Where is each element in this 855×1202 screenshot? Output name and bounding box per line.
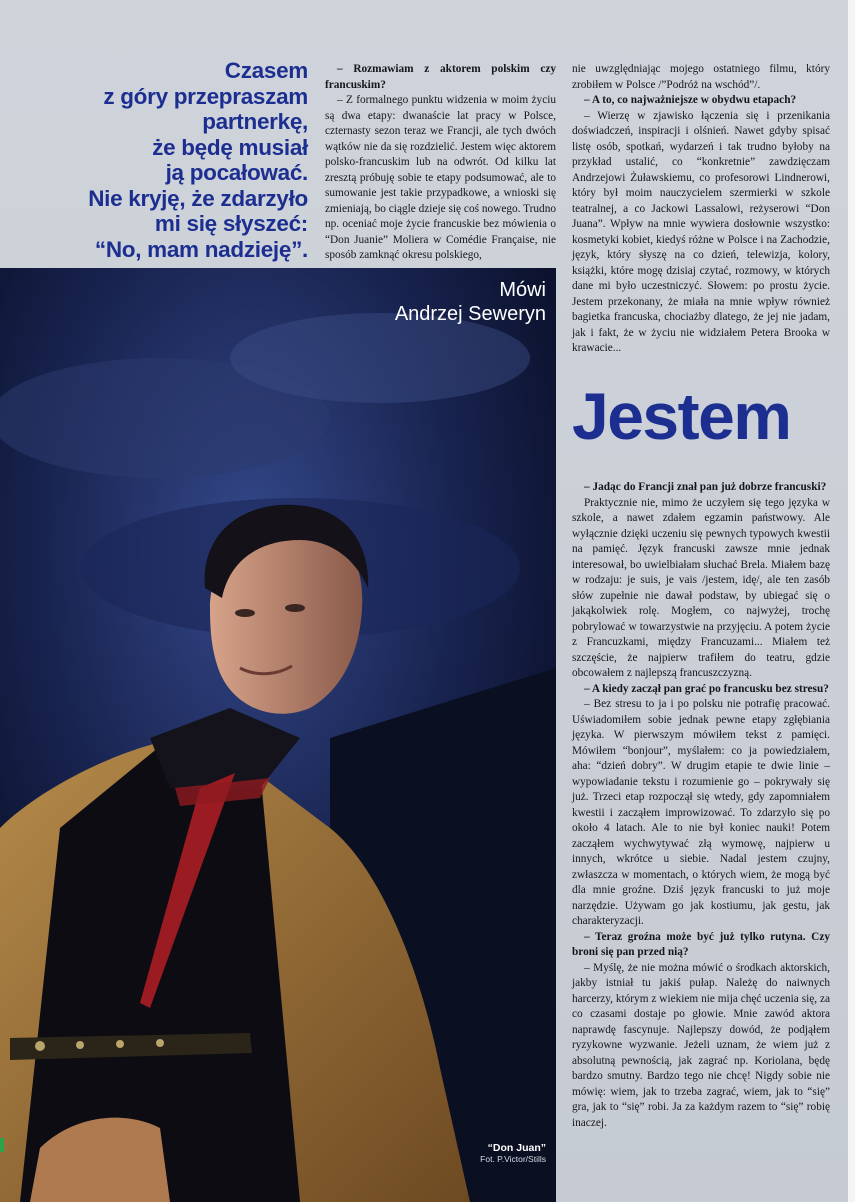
byline	[395, 278, 546, 326]
interview-question: – Jadąc do Francji znał pan już dobrze francuski?	[584, 481, 827, 493]
article-headline: Jestem	[572, 379, 791, 453]
interview-answer: – Bez stresu to ja i po polsku nie potrafię pracować. Uświadomiłem sobie jednak pewne etapy zgłębiania języka. W pierwszym mówiłem tekst z pamięci. Mówiłem “bonjour”, myślałem: co ja powiedziałem, aha: “dzień dobry”. W drugim etapie te dwie linie – wypowiadanie tekstu i rozumienie go – pokrywały się już. Trzeci etap rozpoczął się wtedy, gdy zapomniałem kwestii i zacząłem improwizować. To zdarzyło się po około 4 latach. Ale to nie był koniec nauki! Potem zacząłem wychwytywać złą wymowę, najpierw u innych, wkrótce u siebie. Nadal jestem czujny, zwłaszcza w momentach, o których wiem, że mogą być dla mnie groźne. Dziś język francuski to już moje narzędzie. Używam go jak kostiumu, jak gestu, jak charakteryzacji.	[572, 698, 830, 927]
interview-question: – Rozmawiam z aktorem polskim czy francuskim?	[325, 63, 556, 91]
pull-quote-line: że będę musiał	[152, 134, 308, 160]
interview-answer: – Myślę, że nie można mówić o środkach aktorskich, jakby istniał tu jakiś pułap. Należę do naiwnych harcerzy, którym z wiekiem nie mija chęć uczenia się, za co czasami dostaje po głowie. Mnie zawód aktora naprawdę fascynuje. Najlepszy dowód, że podjąłem ryzykowne wyzwanie. Jeżeli uznam, że wiem już z absolutną pewnością, jak zagrać np. Koriolana, będę bardzo smutny. Bardzo tego nie chcę! Nigdy sobie nie mówię: wiem, jak to trzeba zagrać, wiem, jak to “się” gra, jak to “się” robi. Ja za każdym razem to “się” robię inaczej.	[572, 961, 830, 1129]
page-edge	[848, 0, 855, 1202]
byline-intro: Mówi	[499, 279, 546, 301]
pull-quote-line: “No, mam nadzieję”.	[94, 236, 308, 262]
byline-author: Andrzej Seweryn	[394, 303, 546, 325]
interview-answer: – Wierzę w zjawisko łączenia się i przenikania doświadczeń, inspiracji i olśnień. Nawet gdyby spisać listę osób, spotkań, wydarzeń i tak trudno byłoby na przykład ustalić, co “konkretnie” zawdzięczam Andrzejowi Żuławskiemu, co profesorowi Lindnerowi, który był moim nauczycielem szermierki w szkole teatralnej, a co Jackowi Lassalowi, reżyserowi “Don Juana”. Wpływ na mnie wywiera dosłownie wszystko: kosmetyki kobiet, kiedyś różne w Polsce i na Zachodzie, język, który słyszę na co dzień, telewizja, kolory, książki, które mogę dzisiaj czytać, rozmowy, w których dane mi było uczestniczyć. Słowem: po prostu życie. Jestem przekonany, że miała na mnie wpływ również bagietka francuska, chociażby dlatego, że jej nie jadam, jak i fakt, że w życiu nie widziałem Petera Brooka w krawacie...	[572, 109, 830, 354]
photo-credit: Fot. P.Victor/Stills	[480, 1154, 546, 1164]
pull-quote-line: Nie kryję, że zdarzyło	[88, 185, 308, 211]
interview-answer: Praktycznie nie, mimo że uczyłem się tego języka w szkole, a nawet zdałem egzamin państwowy. Ale wyłącznie dzięki uczeniu się pewnych typowych kwestii na pamięć. Język francuski zawsze mnie jednak interesował, bo uwielbiałam słuchać Brela. Miałem bazę w rodzaju: je suis, je vais /jestem, idę/, ale ten zasób słów zupełnie nie dawał podstaw, by ubiegać się o jakąkolwiek rolę. Mogłem, co najwyżej, trochę pobrylować w towarzystwie na przyjęciu. A potem życie z Francuzkami, między Francuzami... Miałem też szczęście, że najpierw trafiłem do teatru, gdzie obcowałem z najlepszą francuszczyzną.	[572, 496, 830, 679]
actor-photo	[0, 268, 556, 1202]
pull-quote-line: Czasem	[224, 58, 308, 83]
interview-question: – Teraz groźna może być już tylko rutyna. Czy broni się pan przed nią?	[572, 930, 830, 958]
pull-quote-line: partnerkę,	[202, 109, 308, 134]
article-column-2-top	[572, 62, 830, 357]
article-column-2-bottom	[572, 480, 830, 1131]
pull-quote	[40, 58, 308, 262]
photo-caption	[480, 1142, 546, 1164]
pull-quote-line: mi się słyszeć:	[154, 211, 308, 236]
interview-answer-continued: nie uwzględniając mojego ostatniego filmu, który zrobiłem w Polsce /”Podróż na wschód”/.	[572, 63, 830, 91]
photo-caption-title: “Don Juan”	[487, 1142, 546, 1154]
pull-quote-line: ją pocałować.	[165, 160, 308, 185]
interview-question: – A to, co najważniejsze w obydwu etapach?	[584, 94, 797, 106]
article-column-1	[325, 62, 556, 264]
interview-answer: – Z formalnego punktu widzenia w moim życiu są dwa etapy: dwanaście lat pracy w Polsce, czternasty sezon teraz we Francji, ale tych dwóch wątków nie da się rozdzielić. Jestem więc aktorem polsko-francuskim lub na odwrót. Od kilku lat zresztą próbuję sobie te etapy podsumować, ale to sumowanie jest takie przypadkowe, a wnioski się zmieniają, bo ciągle dzieje się coś nowego. Trudno np. oceniać moje życie francuskie bez mówienia o “Don Juanie” Moliera w Comédie Française, nie sposób zamknąć okresu polskiego,	[325, 94, 556, 261]
printer-color-mark	[0, 1138, 4, 1152]
actor-portrait-illustration	[0, 268, 556, 1202]
pull-quote-line: z góry przepraszam	[103, 83, 308, 109]
interview-question: – A kiedy zaczął pan grać po francusku bez stresu?	[584, 682, 829, 695]
